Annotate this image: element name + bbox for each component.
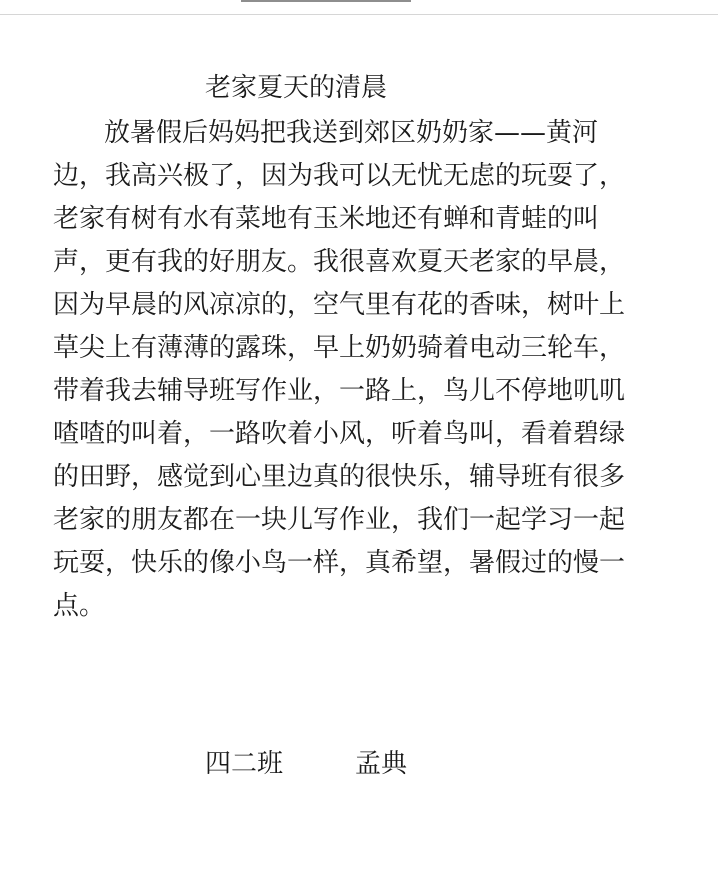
essay-line: 玩耍，快乐的像小鸟一样，真希望，暑假过的慢一 — [53, 548, 626, 578]
essay-line: 老家有树有水有菜地有玉米地还有蝉和青蛙的叫 — [53, 204, 600, 234]
essay-line: 放暑假后妈妈把我送到郊区奶奶家——黄河 — [104, 118, 599, 148]
signature — [205, 744, 407, 784]
essay-line: 点。 — [53, 591, 106, 621]
class-name: 四二班 — [205, 749, 284, 779]
essay-title: 老家夏天的清晨 — [205, 73, 388, 103]
essay-line: 喳喳的叫着，一路吹着小风，听着鸟叫，看着碧绿 — [53, 419, 626, 449]
top-divider — [0, 14, 718, 15]
essay-line: 的田野，感觉到心里边真的很快乐，辅导班有很多 — [53, 462, 626, 492]
essay-line: 带着我去辅导班写作业，一路上，鸟儿不停地叽叽 — [53, 376, 626, 406]
author-name: 孟典 — [355, 749, 408, 779]
essay-body — [53, 112, 693, 628]
essay-line: 草尖上有薄薄的露珠，早上奶奶骑着电动三轮车， — [53, 333, 626, 363]
top-scroll-indicator — [241, 0, 411, 2]
essay-line: 边，我高兴极了，因为我可以无忧无虑的玩耍了， — [53, 161, 626, 191]
essay-line: 老家的朋友都在一块儿写作业，我们一起学习一起 — [53, 505, 626, 535]
essay-line: 声，更有我的好朋友。我很喜欢夏天老家的早晨， — [53, 247, 626, 277]
essay-line: 因为早晨的风凉凉的，空气里有花的香味，树叶上 — [53, 290, 626, 320]
